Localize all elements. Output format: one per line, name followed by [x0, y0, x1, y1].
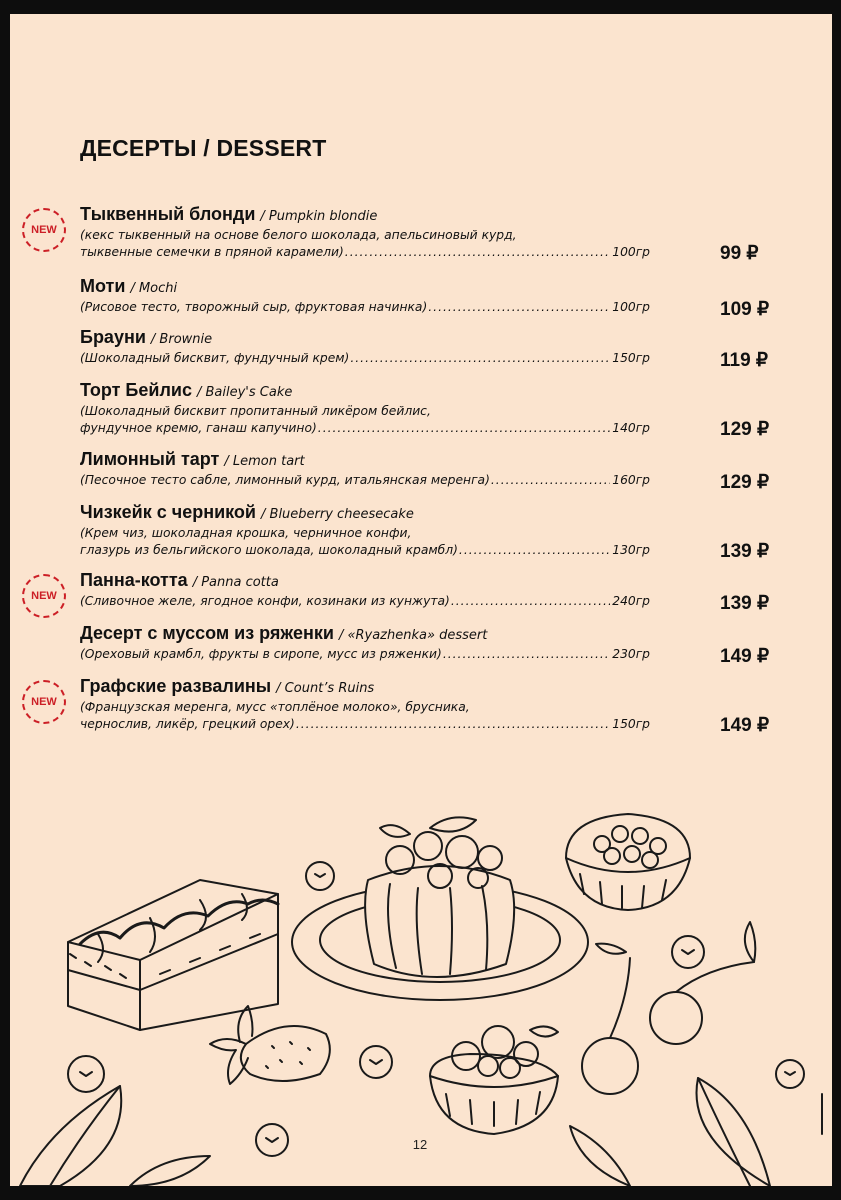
item-weight: 230гр	[612, 647, 650, 661]
item-name-en: / «Ryazhenka» dessert	[338, 628, 488, 643]
item-name-ru: Моти	[80, 276, 126, 296]
item-description	[80, 350, 650, 367]
item-name-ru: Десерт с муссом из ряженки	[80, 623, 334, 643]
item-weight: 150гр	[612, 717, 650, 731]
description-line: (Рисовое тесто, творожный сыр, фруктовая начинка)	[80, 300, 428, 314]
cherries-icon	[582, 922, 755, 1094]
item-price: 139 ₽	[720, 541, 770, 562]
new-badge: NEW	[22, 680, 66, 724]
item-name	[80, 327, 212, 348]
dot-leader	[459, 542, 610, 559]
item-description	[80, 646, 650, 663]
description-line: (Крем чиз, шоколадная крошка, черничное конфи,	[80, 526, 412, 540]
item-description	[80, 525, 650, 559]
page-title: ДЕСЕРТЫ / DESSERT	[80, 135, 327, 161]
new-badge: NEW	[22, 574, 66, 618]
dot-leader	[296, 716, 610, 733]
item-weight: 140гр	[612, 421, 650, 435]
item-name-en: / Lemon tart	[224, 454, 305, 469]
item-name	[80, 570, 279, 591]
item-name-ru: Графские развалины	[80, 676, 272, 696]
item-name	[80, 502, 414, 523]
description-line: (Шоколадный бисквит пропитанный ликёром бейлис,	[80, 404, 431, 418]
description-line: (Песочное тесто сабле, лимонный курд, итальянская меренга)	[80, 473, 490, 487]
item-weight: 240гр	[612, 594, 650, 608]
leaf-icon	[20, 1078, 822, 1186]
item-description	[80, 699, 650, 733]
dot-leader	[428, 299, 610, 316]
item-price: 119 ₽	[720, 350, 769, 371]
item-price: 149 ₽	[720, 646, 770, 667]
item-name	[80, 380, 292, 401]
dot-leader	[451, 593, 610, 610]
dot-leader	[443, 646, 610, 663]
tartlet-icon	[566, 814, 690, 910]
item-price: 129 ₽	[720, 472, 770, 493]
item-name-ru: Лимонный тарт	[80, 449, 220, 469]
item-name-en: / Brownie	[150, 332, 213, 347]
item-description	[80, 227, 650, 261]
pudding-plate-icon	[292, 817, 588, 1000]
item-name-ru: Чизкейк с черникой	[80, 502, 256, 522]
item-name	[80, 276, 177, 297]
strawberry-icon	[210, 1006, 330, 1084]
item-weight: 130гр	[612, 543, 650, 557]
description-line: (Шоколадный бисквит, фундучный крем)	[80, 351, 350, 365]
item-description	[80, 403, 650, 437]
dessert-illustration	[10, 794, 832, 1186]
description-line: фундучное кремю, ганаш капучино)	[80, 421, 317, 435]
item-price: 129 ₽	[720, 419, 770, 440]
menu-page	[10, 14, 832, 1186]
item-weight: 160гр	[612, 473, 650, 487]
description-line: (Французская меренга, мусс «топлёное молоко», брусника,	[80, 700, 470, 714]
dot-leader	[491, 472, 610, 489]
item-description	[80, 299, 650, 316]
description-line: глазурь из бельгийского шоколада, шоколадный крамбл)	[80, 543, 458, 557]
item-price: 99 ₽	[720, 243, 759, 264]
description-line: чернослив, ликёр, грецкий орех)	[80, 717, 295, 731]
item-weight: 100гр	[612, 300, 650, 314]
description-line: (Ореховый крамбл, фрукты в сиропе, мусс из ряженки)	[80, 647, 442, 661]
page-number: 12	[412, 1137, 428, 1152]
item-name	[80, 676, 374, 697]
description-line: тыквенные семечки в пряной карамели)	[80, 245, 344, 259]
item-name-ru: Брауни	[80, 327, 146, 347]
item-price: 109 ₽	[720, 299, 770, 320]
item-name	[80, 623, 487, 644]
item-description	[80, 472, 650, 489]
item-name	[80, 449, 305, 470]
item-weight: 150гр	[612, 351, 650, 365]
dot-leader	[318, 420, 610, 437]
item-price: 139 ₽	[720, 593, 770, 614]
item-weight: 100гр	[612, 245, 650, 259]
new-badge: NEW	[22, 208, 66, 252]
description-line: (кекс тыквенный на основе белого шоколада, апельсиновый курд,	[80, 228, 517, 242]
item-name	[80, 204, 377, 225]
item-description	[80, 593, 650, 610]
item-name-en: / Mochi	[130, 281, 178, 296]
item-name-en: / Count’s Ruins	[276, 681, 375, 696]
dot-leader	[345, 244, 610, 261]
item-name-en: / Pumpkin blondie	[260, 209, 378, 224]
dot-leader	[350, 350, 610, 367]
fruit-tart-icon	[430, 1026, 558, 1134]
item-name-ru: Панна-котта	[80, 570, 188, 590]
item-name-ru: Торт Бейлис	[80, 380, 192, 400]
item-name-ru: Тыквенный блонди	[80, 204, 256, 224]
description-line: (Сливочное желе, ягодное конфи, козинаки из кунжута)	[80, 594, 450, 608]
item-name-en: / Bailey's Cake	[196, 385, 293, 400]
item-name-en: / Panna cotta	[192, 575, 279, 590]
item-name-en: / Blueberry cheesecake	[261, 507, 414, 522]
item-price: 149 ₽	[720, 715, 770, 736]
